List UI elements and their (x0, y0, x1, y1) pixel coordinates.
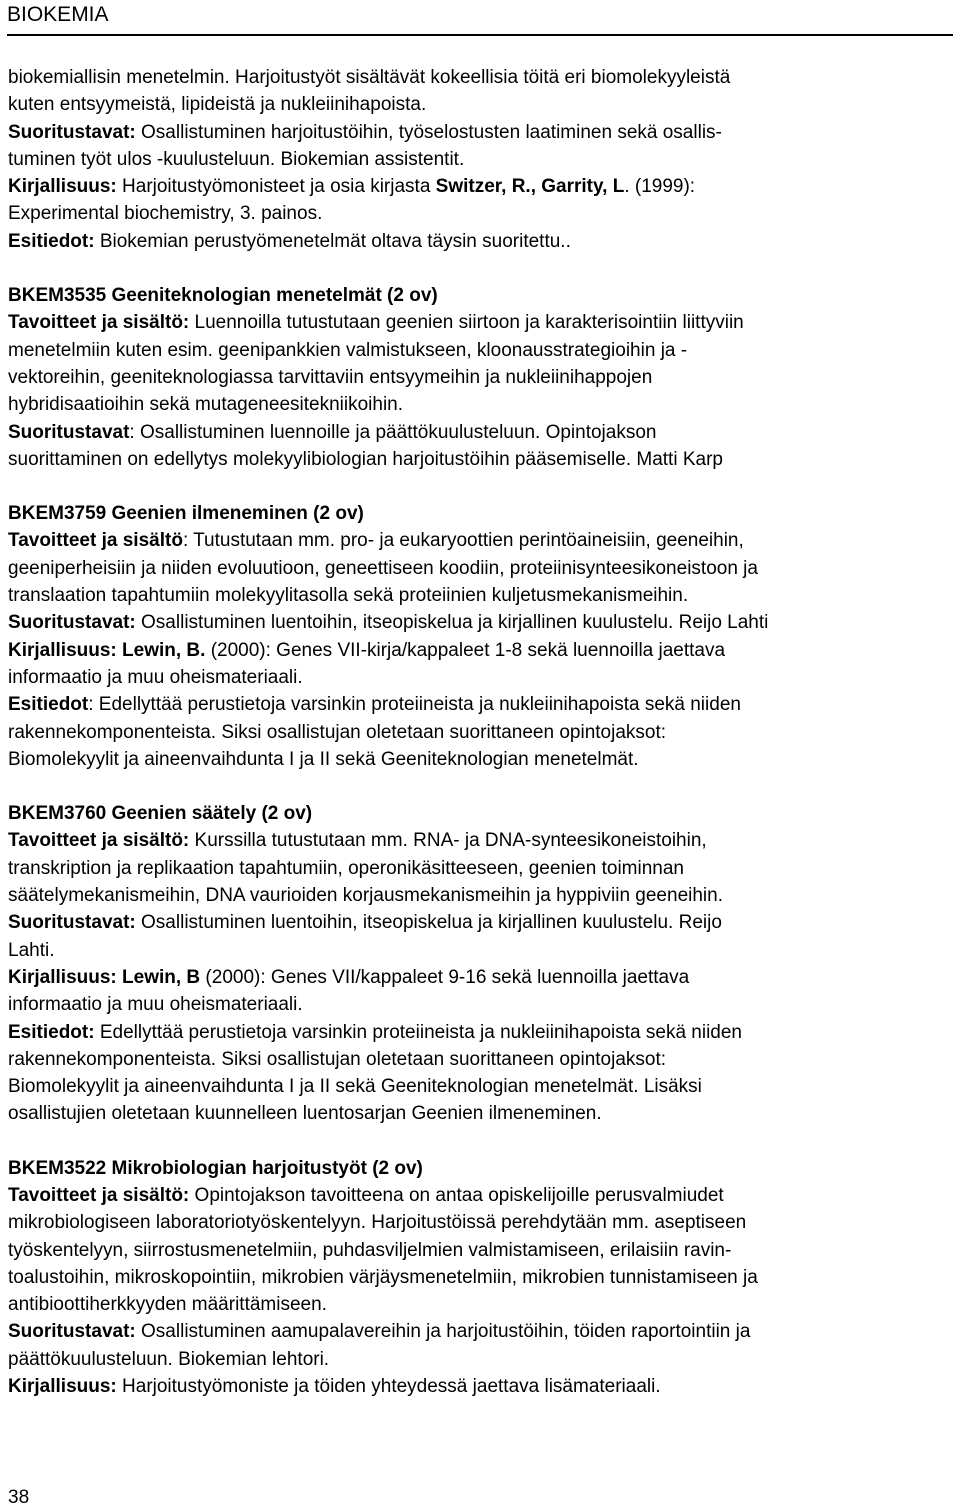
text: Experimental biochemistry, 3. painos. (8, 203, 323, 225)
text-line (8, 1373, 953, 1400)
text-line: päättökuulusteluun. Biokemian lehtori. (8, 1348, 330, 1370)
text-line: Biomolekyylit ja aineenvaihdunta I ja II sekä Geeniteknologian menetelmät. Lisäksi (8, 1076, 702, 1098)
text: Osallistuminen luentoihin, itseopiskelua ja kirjallinen kuulustelu. Reijo (135, 912, 722, 934)
field-label: Tavoitteet ja sisältö: (8, 830, 190, 852)
text: Osallistuminen luentoihin, itseopiskelua ja kirjallinen kuulustelu. Reijo Lahti (135, 612, 769, 634)
course-bkem3760 (8, 800, 953, 1128)
text: Edellyttää perustietoja varsinkin proteiineista ja nukleiinihapoista sekä niiden (94, 1021, 743, 1043)
text-line (8, 691, 953, 718)
field-label: Kirjallisuus: (8, 1376, 117, 1398)
field-label: Suoritustavat: (8, 612, 136, 634)
text-line (8, 1318, 953, 1345)
field-label: Esitiedot: (8, 1021, 95, 1043)
text-line (8, 527, 953, 554)
text-line (8, 609, 953, 636)
text: : Edellyttää perustietoja varsinkin proteiineista ja nukleiinihapoista sekä niiden (88, 694, 741, 716)
course-title: BKEM3760 Geenien säätely (2 ov) (8, 803, 313, 825)
course-bkem3759 (8, 500, 953, 773)
text-line (8, 827, 953, 854)
course-bkem3522 (8, 1155, 953, 1401)
section-title: BIOKEMIA (7, 3, 109, 26)
field-label: Kirjallisuus: Lewin, B (8, 966, 201, 988)
text-line: säätelymekanismeihin, DNA vaurioiden korjausmekanismeihin ja hyppiviin geeneihin. (8, 885, 723, 907)
text: (2000): Genes VII/kappaleet 9-16 sekä luennoilla jaettava (200, 966, 690, 988)
text-line: menetelmiin kuten esim. geenipankkien valmistukseen, kloonausstrategioihin ja - (8, 339, 688, 361)
text-line: geeniperheisiin ja niiden evoluutioon, geneettiseen koodiin, proteiinisynteesikoneistoon ja (8, 557, 758, 579)
text: : Osallistuminen luennoille ja päättökuulusteluun. Opintojakson (129, 421, 657, 443)
text-line (8, 228, 953, 255)
text-line: rakennekomponenteista. Siksi osallistujan oletetaan suorittaneen opintojaksot: (8, 1048, 667, 1070)
text-line (8, 173, 953, 200)
document-body (8, 64, 953, 1400)
text-line: osallistujien oletetaan kuunnelleen luentosarjan Geenien ilmeneminen. (8, 1103, 602, 1125)
text-line: rakennekomponenteista. Siksi osallistujan oletetaan suorittaneen opintojaksot: (8, 721, 667, 743)
text: Harjoitustyömonisteet ja osia kirjasta (116, 176, 436, 198)
text-line (8, 200, 953, 227)
text-line (8, 909, 953, 936)
page-number: 38 (8, 1487, 30, 1508)
text-line: työskentelyyn, siirrostusmenetelmiin, puhdasviljelmien valmistamiseen, erilaisiin ravin- (8, 1239, 732, 1261)
text-line (8, 64, 953, 91)
field-label: Kirjallisuus: Lewin, B. (8, 639, 206, 661)
page-header (7, 2, 953, 36)
text: kuten entsyymeistä, lipideistä ja nukleiinihapoista. (8, 94, 427, 116)
text: tuminen työt ulos -kuulusteluun. Biokemian assistentit. (8, 148, 465, 170)
field-label: Tavoitteet ja sisältö: (8, 1184, 190, 1206)
text-line: informaatio ja muu oheismateriaali. (8, 666, 303, 688)
author-names: Switzer, R., Garrity, L (435, 176, 625, 198)
field-label: Suoritustavat: (8, 1321, 136, 1343)
text-line: suorittaminen on edellytys molekyylibiologian harjoitustöihin pääsemiselle. Matti Karp (8, 448, 723, 470)
text: : Tutustutaan mm. pro- ja eukaryoottien perintöaineisiin, geeneihin, (182, 530, 744, 552)
text-line: antibioottiherkkyyden määrittämiseen. (8, 1294, 327, 1316)
text-line (8, 964, 953, 991)
text-line (8, 119, 953, 146)
text-line: transkription ja replikaation tapahtumiin, operonikäsitteeseen, geenien toiminnan (8, 857, 684, 879)
field-label: Suoritustavat: (8, 912, 136, 934)
course-title: BKEM3522 Mikrobiologian harjoitustyöt (2 ov) (8, 1157, 423, 1179)
text-line: vektoreihin, geeniteknologiassa tarvittaviin entsyymeihin ja nukleiinihappojen (8, 366, 653, 388)
intro-section (8, 64, 953, 255)
text-line: mikrobiologiseen laboratoriotyöskentelyyn. Harjoitustöissä perehdytään mm. aseptiseen (8, 1212, 747, 1234)
field-label: Esitiedot (8, 694, 89, 716)
course-bkem3535 (8, 282, 953, 473)
text-line (8, 91, 953, 118)
text: Luennoilla tutustutaan geenien siirtoon ja karakterisointiin liittyviin (189, 312, 744, 334)
text-line (8, 309, 953, 336)
text: Osallistuminen aamupalavereihin ja harjoitustöihin, töiden raportointiin ja (135, 1321, 751, 1343)
text-line: translaation tapahtumiin molekyylitasolla sekä proteiinien kuljetusmekanismeihin. (8, 585, 689, 607)
text-line (8, 1182, 953, 1209)
text: Biokemian perustyömenetelmät oltava täysin suoritettu.. (94, 230, 571, 252)
text-line: Biomolekyylit ja aineenvaihdunta I ja II sekä Geeniteknologian menetelmät. (8, 748, 639, 770)
text: Harjoitustyömoniste ja töiden yhteydessä jaettava lisämateriaali. (116, 1376, 661, 1398)
field-label: Tavoitteet ja sisältö (8, 530, 183, 552)
text: . (1999): (624, 176, 696, 198)
text-line: Lahti. (8, 939, 55, 961)
course-title: BKEM3535 Geeniteknologian menetelmät (2 ov) (8, 285, 438, 307)
field-label: Suoritustavat: (8, 121, 136, 143)
text: Osallistuminen harjoitustöihin, työselostusten laatiminen sekä osallis- (135, 121, 722, 143)
text-line (8, 146, 953, 173)
field-label: Suoritustavat (8, 421, 130, 443)
field-label: Kirjallisuus: (8, 176, 117, 198)
text-line (8, 419, 953, 446)
text: Kurssilla tutustutaan mm. RNA- ja DNA-synteesikoneistoihin, (189, 830, 707, 852)
field-label: Tavoitteet ja sisältö: (8, 312, 190, 334)
text-line: toalustoihin, mikroskopointiin, mikrobien värjäysmenetelmiin, mikrobien tunnistamiseen ja (8, 1266, 758, 1288)
course-title: BKEM3759 Geenien ilmeneminen (2 ov) (8, 503, 364, 525)
text: (2000): Genes VII-kirja/kappaleet 1-8 sekä luennoilla jaettava (205, 639, 726, 661)
field-label: Esitiedot: (8, 230, 95, 252)
text-line (8, 637, 953, 664)
text-line (8, 1019, 953, 1046)
text-line: informaatio ja muu oheismateriaali. (8, 994, 303, 1016)
text: biokemiallisin menetelmin. Harjoitustyöt sisältävät kokeellisia töitä eri biomolekyyleistä (8, 67, 731, 88)
text-line: hybridisaatioihin sekä mutageneesitekniikoihin. (8, 394, 404, 416)
text: Opintojakson tavoitteena on antaa opiskelijoille perusvalmiudet (189, 1184, 724, 1206)
